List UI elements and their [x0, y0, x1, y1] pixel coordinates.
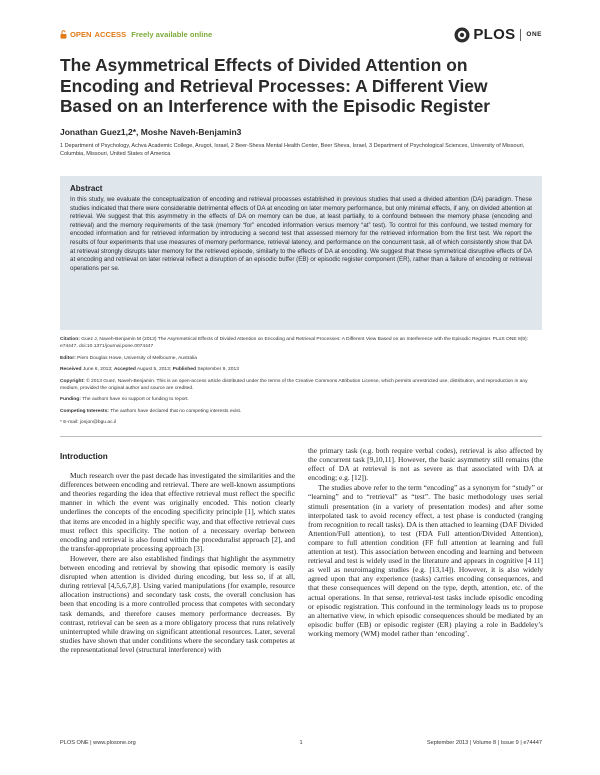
received-date: June 6, 2013;: [82, 367, 113, 372]
page-footer: [60, 740, 542, 750]
citation: [60, 336, 542, 350]
accepted-date: August 5, 2013;: [136, 367, 172, 372]
copyright-label: Copyright:: [60, 378, 85, 384]
editor: [60, 355, 542, 362]
article-title: The Asymmetrical Effects of Divided Attention on Encoding and Retrieval Processes: A Different View Based on an Interference with the Episodic Register: [60, 55, 491, 116]
editor-text: Piers Douglas Howe, University of Melbourne, Australia: [77, 355, 197, 361]
body-column-left: [60, 446, 295, 655]
funding-label: Funding:: [60, 397, 81, 402]
open-lock-icon: [60, 30, 67, 39]
footer-journal-url[interactable]: PLOS ONE | www.plosone.org: [60, 740, 136, 746]
published-label: Published: [172, 367, 196, 372]
open-word: OPEN: [70, 30, 92, 39]
section-divider: [60, 436, 542, 437]
plos-one-logo[interactable]: [454, 26, 542, 43]
abstract-heading: Abstract: [70, 184, 103, 193]
article-metadata: [60, 336, 542, 431]
received-label: Received: [60, 367, 82, 372]
logo-divider: [520, 29, 521, 41]
freely-available-text: Freely available online: [131, 30, 213, 39]
journal-header: [60, 26, 542, 48]
paragraph: Much research over the past decade has investigated the similarities and the differences between encoding and retrieval. There are well-known assumptions and theories regarding the idea that effective retrieval must reflect the specific manner in which the event was originally encoded. This notion clearly underlines the concepts of the encoding specificity principle [1], which states that items are encoded in a highly specific way, and that effective retrieval cues must reflect this specificity. The notion of a necessary overlap between encoding and retrieval is also found within the proceduralist approach [2], and the transfer-appropriate processing approach [3].: [60, 471, 295, 553]
funding-text: The authors have no support or funding to report.: [82, 397, 189, 402]
plos-logo-icon: [454, 27, 470, 43]
competing-interests: [60, 408, 542, 415]
one-wordmark: ONE: [526, 31, 542, 38]
copyright-text: © 2013 Guez, Naveh-Benjamin. This is an open-access article distributed under the terms of the Creative Commons Attribution License, which permits unrestricted use, distribution, and reproduction in any medium, provided the original author and source are credited.: [60, 378, 528, 391]
access-word: ACCESS: [94, 30, 127, 39]
page-number: 1: [299, 740, 303, 746]
dates: [60, 366, 542, 373]
funding: [60, 396, 542, 403]
author-list: Jonathan Guez1,2*, Moshe Naveh-Benjamin3: [60, 127, 242, 137]
competing-text: The authors have declared that no competing interests exist.: [110, 408, 242, 414]
citation-text: Guez J, Naveh-Benjamin M (2013) The Asymmetrical Effects of Divided Attention on Encoding and Retrieval Processes: A Different View Based on an Interference with the Episodic Register. PLoS ONE 8(9): e74447. doi:10.1371/journal.pone.0074447: [60, 337, 529, 349]
competing-label: Competing Interests:: [60, 408, 109, 414]
body-column-right: [308, 446, 543, 639]
editor-label: Editor:: [60, 355, 76, 361]
introduction-heading: Introduction: [60, 452, 108, 461]
open-access-banner[interactable]: [60, 30, 212, 39]
contact-email[interactable]: * E-mail: jonjon@bgu.ac.il: [60, 420, 117, 425]
paragraph: However, there are also established findings that highlight the asymmetry between encoding and retrieval by showing that episodic memory is easily disrupted when attention is divided during encoding, but less so, if at all, during retrieval [4,5,6,7,8]. Using varied manipulations (for example, resource allocation instructions) and secondary task costs, the overall conclusion has been that encoding is a more controlled process that competes with secondary task demands, and therefore causes memory performance decreases. By contrast, retrieval can be seen as a more obligatory process that runs relatively uninterrupted while drawing on significant attentional resources. Later, several studies have shown that under conditions where the secondary task competes at the representational level (structural interference) with: [60, 553, 295, 654]
paragraph: The studies above refer to the term “encoding” as a synonym for “study” or “learning” and to “retrieval” as “test”. The basic methodology uses serial stimuli presentation (in a variety of presentation modes) and after some interpolated task to avoid recency effect, a test phase is conducted (ranging from recognition to recall tasks). DA is then attached to learning (DAF Divided Attention/Full attention), to test (FDA Full attention/Divided Attention), compare to full attention condition (FF full attention at learning and full attention at test). This association between encoding and learning and between retrieval and test is widely used in the literature and appears in cognitive [4 11] as well as neuroimaging studies (e.g. [13,14]). However, it is also widely agreed upon that any experience (tasks) carries encoding consequences, and that these consequences will depend on the type, depth, attention, etc. of the actual operations. In that sense, retrieval-test tasks include episodic encoding or episodic registration. This confound in the terminology leads us to propose an alternative view, in which episodic consequences should be mediated by an episodic buffer (EB) or episodic register (ER) playing a role in Baddeley’s working memory (WM) model rather than ‘encoding’.: [308, 483, 544, 638]
footer-issue-info: September 2013 | Volume 8 | Issue 9 | e74447: [426, 740, 542, 746]
paragraph: the primary task (e.g. both require verbal codes), retrieval is also affected by the concurrent task [9,10,11]. However, the basic asymmetry still remains (the effect of DA at retrieval is not as severe as that associated with DA at encoding; e.g. [12]).: [308, 446, 543, 483]
affiliations: 1 Department of Psychology, Achva Academic College, Arugot, Israel, 2 Beer-Sheva Mental Health Center, Beer Sheva, Israel, 3 Department of Psychological Sciences, University of Missouri, Columbia, Missouri, United States of America: [60, 143, 525, 157]
abstract-box: [60, 176, 542, 330]
citation-label: Citation:: [60, 337, 80, 342]
copyright: [60, 378, 542, 392]
published-date: September 9, 2013: [197, 367, 239, 372]
accepted-label: Accepted: [113, 367, 136, 372]
plos-wordmark: PLOS: [473, 26, 516, 43]
abstract-text: In this study, we evaluate the conceptualization of encoding and retrieval processes established in previous studies that used a divided attention (DA) paradigm. These studies indicated that there were considerable detrimental effects of DA at encoding on later memory performance, but only minimal effects, if any, on divided attention at retrieval. We suggest that this asymmetry in the effects of DA on memory can be due, at least partially, to a confound between the memory phase (encoding and retrieval) and the memory requirements of the task (memory “for” encoded information versus memory “at” test). To control for this confound, we tested memory for encoded information and for retrieved information by introducing a second test that assessed memory for the retrieved information from the first test. We report the results of four experiments that use measures of memory performance, retrieval latency, and performance on the concurrent task, all of which consistently show that DA at retrieval strongly disrupts later memory for the retrieved episode, similarly to the effects of DA at encoding. We suggest that these symmetrical disruptive effects of DA at encoding and retrieval on later retrieval reflect a disruption of an episodic buffer (EB) or episodic register component (ER), rather than a failure of encoding or retrieval operations per se.: [70, 196, 532, 272]
